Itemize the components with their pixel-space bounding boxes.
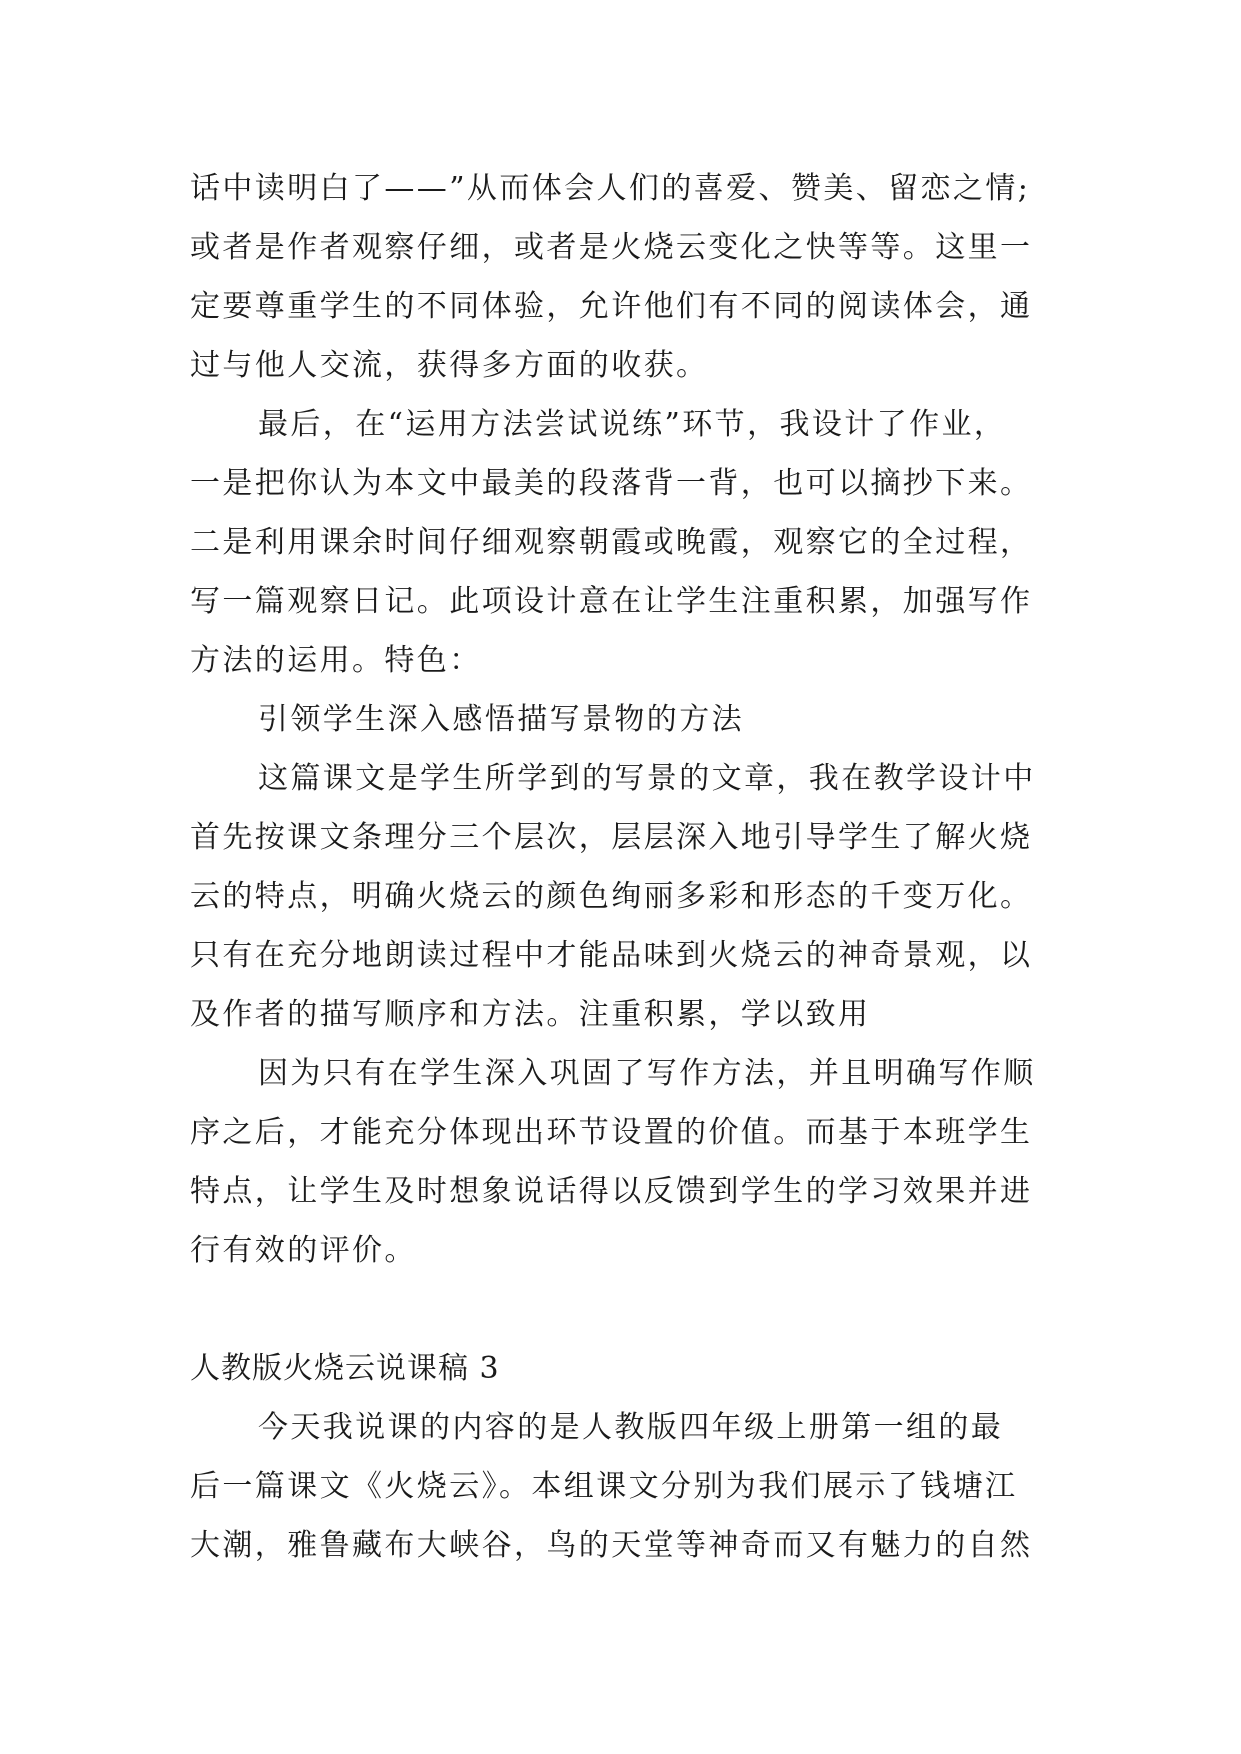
para-homework: [190, 395, 1090, 690]
text-line: 只有在充分地朗读过程中才能品味到火烧云的神奇景观，以: [190, 938, 1033, 973]
section-spacer: [190, 1280, 1090, 1339]
text-line: 或者是作者观察仔细，或者是火烧云变化之快等等。这里一: [190, 230, 1033, 265]
text-line: 写一篇观察日记。此项设计意在让学生注重积累，加强写作: [190, 584, 1033, 619]
text-line: 首先按课文条理分三个层次，层层深入地引导学生了解火烧: [190, 820, 1033, 855]
section-heading: 人教版火烧云说课稿 3: [190, 1351, 500, 1386]
text-line: 及作者的描写顺序和方法。注重积累，学以致用: [190, 997, 871, 1032]
text-line: 这篇课文是学生所学到的写景的文章，我在教学设计中: [258, 761, 1036, 796]
text-line: 二是利用课余时间仔细观察朝霞或晚霞，观察它的全过程，: [190, 525, 1033, 560]
text-line: 特点，让学生及时想象说话得以反馈到学生的学习效果并进: [190, 1174, 1033, 1209]
text-line: 云的特点，明确火烧云的颜色绚丽多彩和形态的千变万化。: [190, 879, 1033, 914]
text-line: 引领学生深入感悟描写景物的方法: [258, 702, 744, 737]
text-line: 后一篇课文《火烧云》。本组课文分别为我们展示了钱塘江: [190, 1469, 1018, 1504]
para-section3-intro: [190, 1398, 1090, 1575]
para-feature-title: [190, 690, 1090, 749]
text-line: 一是把你认为本文中最美的段落背一背，也可以摘抄下来。: [190, 466, 1033, 501]
document-body: [190, 159, 1090, 1575]
text-line: 最后，在“运用方法尝试说练”环节，我设计了作业，: [258, 407, 1007, 442]
text-line: 因为只有在学生深入巩固了写作方法，并且明确写作顺: [258, 1056, 1036, 1091]
para-feature-body: [190, 749, 1090, 1044]
text-line: 定要尊重学生的不同体验，允许他们有不同的阅读体会，通: [190, 289, 1033, 324]
para-continuation: [190, 159, 1090, 395]
text-line: 行有效的评价。: [190, 1233, 417, 1268]
para-value: [190, 1044, 1090, 1280]
text-line: 过与他人交流，获得多方面的收获。: [190, 348, 709, 383]
text-line: 大潮，雅鲁藏布大峡谷，鸟的天堂等神奇而又有魅力的自然: [190, 1528, 1033, 1563]
text-line: 话中读明白了——”从而体会人们的喜爱、赞美、留恋之情;: [190, 171, 1031, 206]
text-line: 今天我说课的内容的是人教版四年级上册第一组的最: [258, 1410, 1004, 1445]
text-line: 方法的运用。特色：: [190, 643, 482, 678]
text-line: 序之后，才能充分体现出环节设置的价值。而基于本班学生: [190, 1115, 1033, 1150]
